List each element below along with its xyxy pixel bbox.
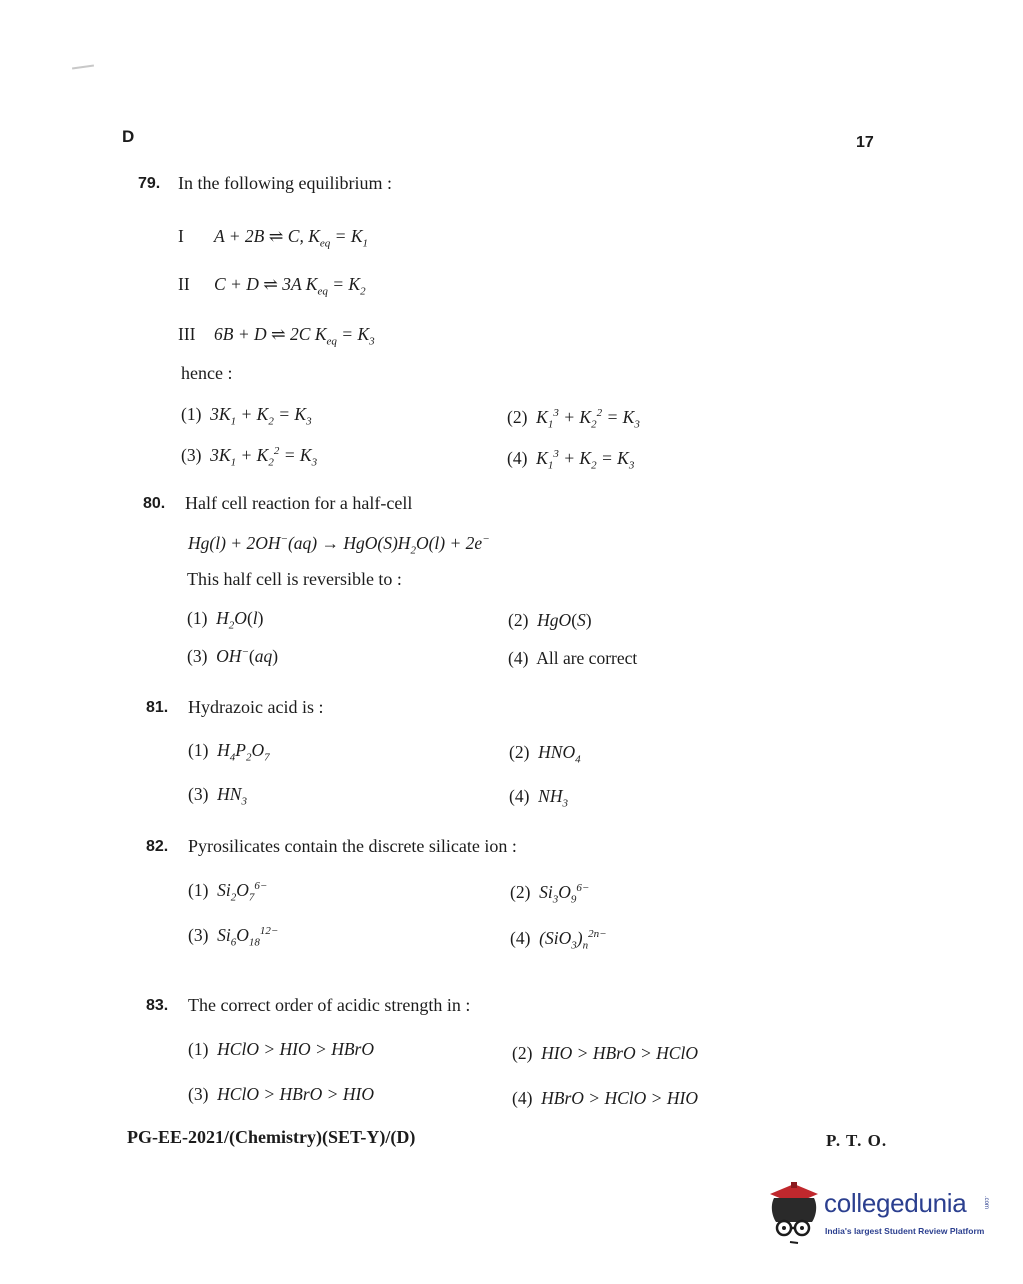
option-4: (4) HBrO > HClO > HIO — [512, 1088, 698, 1108]
brand-dotcom: .com — [983, 1196, 989, 1210]
option-4: (4) $K_1^3 + K_2 = K_3$ — [507, 448, 635, 472]
half-cell-equation: $Hg(l) + 2OH^-(aq) \to HgO(S)H_2O(l) + 2e^-$ — [188, 533, 490, 557]
option-1: (1) HClO > HIO > HBrO — [188, 1039, 374, 1059]
option-1: (1) $Si_2O_7^{6-}$ — [188, 880, 268, 904]
reaction-3: III 6B + D ⇌ 2C $K_{eq} = K_3$ — [178, 324, 375, 348]
question-number: 82. — [146, 838, 169, 855]
set-letter: D — [122, 127, 135, 146]
scan-mark — [72, 64, 94, 69]
hence-label: hence : — [181, 363, 233, 383]
option-3: (3) HClO > HBrO > HIO — [188, 1084, 374, 1104]
question-number: 79. — [138, 175, 161, 192]
option-3: (3) $Si_6O_{18}^{12-}$ — [188, 925, 279, 949]
reaction-1: I A + 2B ⇌ C, $K_{eq} = K_1$ — [178, 226, 369, 250]
option-2: (2) $K_1^3 + K_2^2 = K_3$ — [507, 407, 640, 431]
question-text: The correct order of acidic strength in : — [188, 995, 471, 1015]
question-text: Hydrazoic acid is : — [188, 697, 324, 717]
option-3: (3) $3K_1 + K_2^2 = K_3$ — [181, 445, 318, 469]
page-number: 17 — [856, 134, 874, 151]
question-subtext: This half cell is reversible to : — [187, 569, 402, 589]
question-text: Half cell reaction for a half-cell — [185, 493, 413, 513]
question-text: Pyrosilicates contain the discrete silicate ion : — [188, 836, 517, 856]
question-number: 81. — [146, 699, 169, 716]
option-2: (2) HgO(S) — [508, 610, 592, 630]
option-1: (1) $H_4P_2O_7$ — [188, 740, 270, 764]
option-2: (2) HIO > HBrO > HClO — [512, 1043, 698, 1063]
question-text: In the following equilibrium : — [178, 173, 392, 193]
paper-code: PG-EE-2021/(Chemistry)(SET-Y)/(D) — [127, 1127, 416, 1147]
option-4: (4) $(SiO_3)_n^{2n-}$ — [510, 928, 607, 952]
option-2: (2) $Si_3O_9^{6-}$ — [510, 882, 590, 906]
option-1: (1) $3K_1 + K_2 = K_3$ — [181, 404, 312, 428]
brand-tagline: India's largest Student Review Platform — [825, 1226, 985, 1236]
question-number: 80. — [143, 495, 166, 512]
option-1: (1) $H_2O(l)$ — [187, 608, 264, 632]
brand-name: collegedunia — [824, 1188, 967, 1218]
option-3: (3) OH−(aq) — [187, 646, 279, 666]
reaction-2: II C + D ⇌ 3A $K_{eq} = K_2$ — [178, 274, 366, 298]
option-4: (4) All are correct — [508, 648, 638, 668]
option-2: (2) $HNO_4$ — [509, 742, 581, 766]
question-number: 83. — [146, 997, 169, 1014]
option-4: (4) $NH_3$ — [509, 786, 568, 810]
option-3: (3) $HN_3$ — [188, 784, 247, 808]
please-turn-over: P. T. O. — [826, 1131, 888, 1150]
collegedunia-mascot-icon — [764, 1176, 824, 1248]
